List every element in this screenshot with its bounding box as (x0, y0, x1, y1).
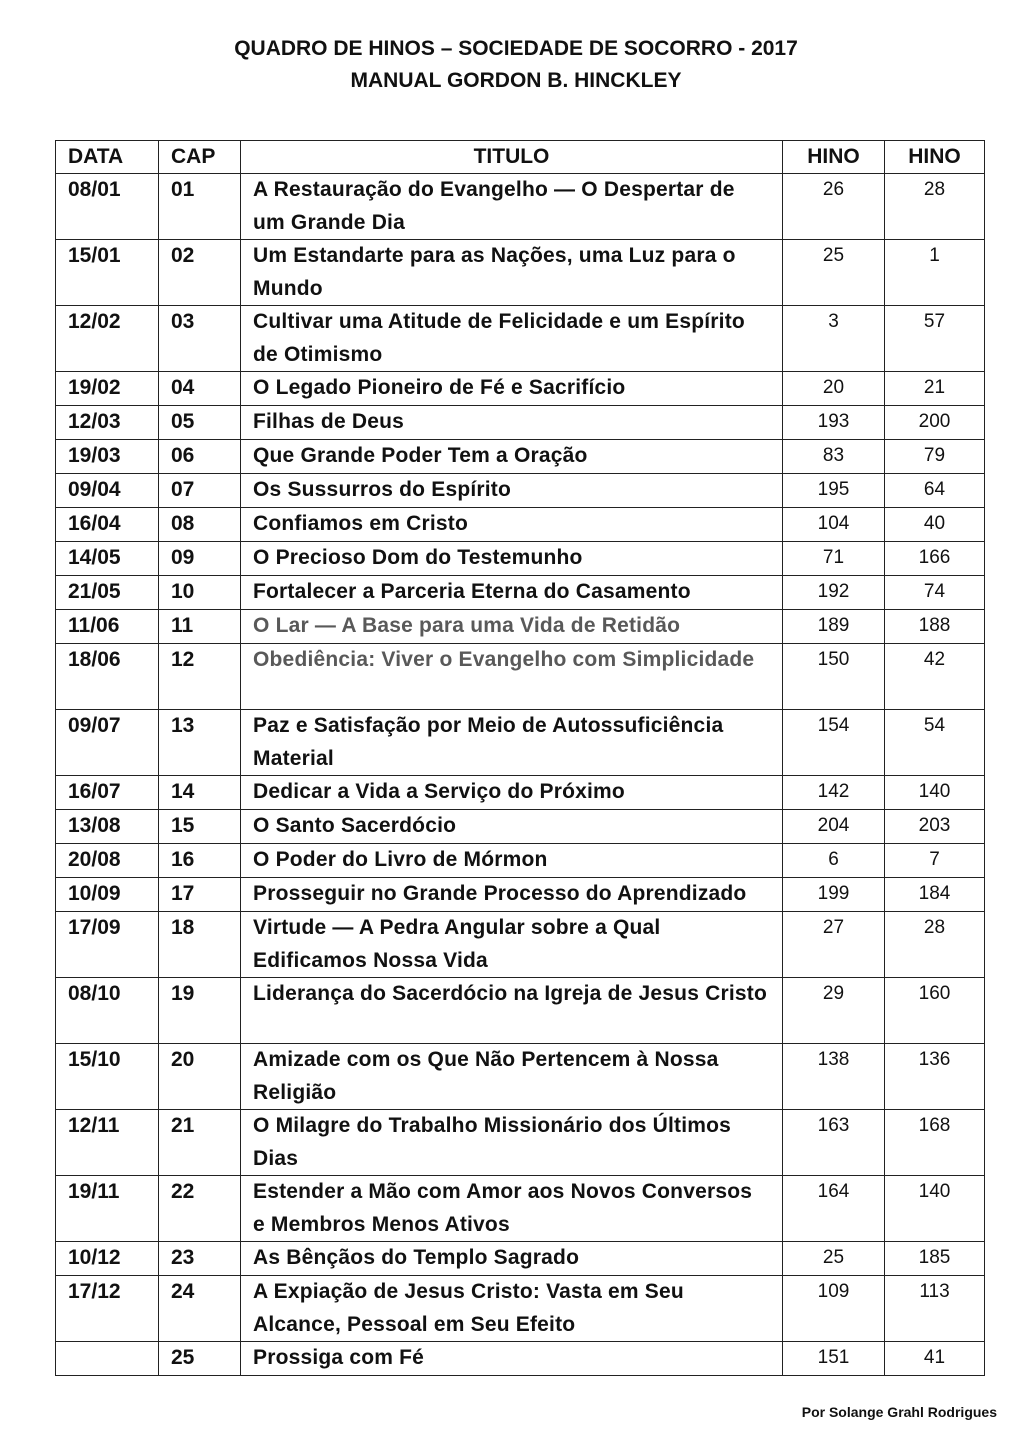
hino-2-cell: 136 (885, 1044, 985, 1110)
title-cell: Os Sussurros do Espírito (241, 474, 783, 508)
hino-2-cell: 1 (885, 240, 985, 306)
chapter-cell: 24 (159, 1276, 241, 1342)
table-row (56, 474, 985, 508)
date-cell: 12/03 (56, 406, 159, 440)
table-row (56, 810, 985, 844)
document-title: QUADRO DE HINOS – SOCIEDADE DE SOCORRO - 2017 (234, 37, 798, 60)
chapter-cell: 14 (159, 776, 241, 810)
chapter-cell: 03 (159, 306, 241, 372)
title-cell: O Santo Sacerdócio (241, 810, 783, 844)
title-cell: Amizade com os Que Não Pertencem à Nossa Religião (241, 1044, 783, 1110)
table-row (56, 878, 985, 912)
hino-1-cell: 71 (783, 542, 885, 576)
date-cell: 12/11 (56, 1110, 159, 1176)
date-cell (56, 1342, 159, 1376)
date-cell: 12/02 (56, 306, 159, 372)
title-cell: Cultivar uma Atitude de Felicidade e um Espírito de Otimismo (241, 306, 783, 372)
chapter-cell: 19 (159, 978, 241, 1044)
hino-1-cell: 195 (783, 474, 885, 508)
chapter-cell: 12 (159, 644, 241, 710)
hino-1-cell: 199 (783, 878, 885, 912)
title-cell: Um Estandarte para as Nações, uma Luz para o Mundo (241, 240, 783, 306)
table-row (56, 576, 985, 610)
hino-2-cell: 200 (885, 406, 985, 440)
hino-2-cell: 188 (885, 610, 985, 644)
chapter-cell: 06 (159, 440, 241, 474)
date-cell: 16/04 (56, 508, 159, 542)
date-cell: 19/11 (56, 1176, 159, 1242)
hino-1-cell: 193 (783, 406, 885, 440)
title-cell: A Restauração do Evangelho — O Despertar de um Grande Dia (241, 174, 783, 240)
hino-1-cell: 164 (783, 1176, 885, 1242)
hino-2-cell: 166 (885, 542, 985, 576)
hino-1-cell: 83 (783, 440, 885, 474)
title-cell: Dedicar a Vida a Serviço do Próximo (241, 776, 783, 810)
chapter-cell: 17 (159, 878, 241, 912)
hino-1-cell: 20 (783, 372, 885, 406)
chapter-cell: 21 (159, 1110, 241, 1176)
hino-1-cell: 150 (783, 644, 885, 710)
hino-1-cell: 151 (783, 1342, 885, 1376)
date-cell: 09/07 (56, 710, 159, 776)
title-cell: Fortalecer a Parceria Eterna do Casamento (241, 576, 783, 610)
title-cell: Estender a Mão com Amor aos Novos Conversos e Membros Menos Ativos (241, 1176, 783, 1242)
table-row (56, 776, 985, 810)
title-cell: Filhas de Deus (241, 406, 783, 440)
author-credit: Por Solange Grahl Rodrigues (801, 1404, 997, 1420)
table-header-row (56, 141, 985, 174)
date-cell: 15/01 (56, 240, 159, 306)
hino-1-cell: 29 (783, 978, 885, 1044)
column-header-cap: CAP (159, 141, 241, 174)
date-cell: 15/10 (56, 1044, 159, 1110)
table-row (56, 174, 985, 240)
chapter-cell: 22 (159, 1176, 241, 1242)
chapter-cell: 09 (159, 542, 241, 576)
hino-2-cell: 57 (885, 306, 985, 372)
table-row (56, 240, 985, 306)
chapter-cell: 10 (159, 576, 241, 610)
table-row (56, 508, 985, 542)
title-cell: Prossiga com Fé (241, 1342, 783, 1376)
chapter-cell: 08 (159, 508, 241, 542)
table-row (56, 1342, 985, 1376)
hino-1-cell: 142 (783, 776, 885, 810)
table-row (56, 610, 985, 644)
date-cell: 21/05 (56, 576, 159, 610)
date-cell: 17/09 (56, 912, 159, 978)
date-cell: 13/08 (56, 810, 159, 844)
table-row (56, 978, 985, 1044)
table-row (56, 1276, 985, 1342)
title-cell: O Milagre do Trabalho Missionário dos Últimos Dias (241, 1110, 783, 1176)
hino-2-cell: 40 (885, 508, 985, 542)
title-cell: O Lar — A Base para uma Vida de Retidão (241, 610, 783, 644)
table-row (56, 542, 985, 576)
table-row (56, 912, 985, 978)
hino-1-cell: 109 (783, 1276, 885, 1342)
table-row (56, 1044, 985, 1110)
title-cell: O Legado Pioneiro de Fé e Sacrifício (241, 372, 783, 406)
hino-1-cell: 26 (783, 174, 885, 240)
date-cell: 09/04 (56, 474, 159, 508)
column-header-title: TITULO (241, 141, 783, 174)
hino-2-cell: 140 (885, 1176, 985, 1242)
hino-2-cell: 74 (885, 576, 985, 610)
hino-2-cell: 28 (885, 912, 985, 978)
title-cell: Prosseguir no Grande Processo do Aprendizado (241, 878, 783, 912)
table-row (56, 1176, 985, 1242)
hino-2-cell: 185 (885, 1242, 985, 1276)
chapter-cell: 25 (159, 1342, 241, 1376)
table-row (56, 440, 985, 474)
table-row (56, 644, 985, 710)
title-cell: A Expiação de Jesus Cristo: Vasta em Seu Alcance, Pessoal em Seu Efeito (241, 1276, 783, 1342)
title-cell: O Poder do Livro de Mórmon (241, 844, 783, 878)
chapter-cell: 23 (159, 1242, 241, 1276)
chapter-cell: 20 (159, 1044, 241, 1110)
hino-2-cell: 21 (885, 372, 985, 406)
chapter-cell: 16 (159, 844, 241, 878)
hino-1-cell: 104 (783, 508, 885, 542)
hino-2-cell: 79 (885, 440, 985, 474)
table-row (56, 306, 985, 372)
chapter-cell: 13 (159, 710, 241, 776)
title-cell: Virtude — A Pedra Angular sobre a Qual Edificamos Nossa Vida (241, 912, 783, 978)
chapter-cell: 18 (159, 912, 241, 978)
date-cell: 18/06 (56, 644, 159, 710)
table-row (56, 372, 985, 406)
hino-1-cell: 189 (783, 610, 885, 644)
document-subtitle: MANUAL GORDON B. HINCKLEY (350, 69, 682, 92)
table-row (56, 406, 985, 440)
date-cell: 16/07 (56, 776, 159, 810)
hino-1-cell: 138 (783, 1044, 885, 1110)
date-cell: 08/01 (56, 174, 159, 240)
hino-2-cell: 7 (885, 844, 985, 878)
hino-1-cell: 192 (783, 576, 885, 610)
date-cell: 08/10 (56, 978, 159, 1044)
hino-1-cell: 6 (783, 844, 885, 878)
title-cell: Obediência: Viver o Evangelho com Simplicidade (241, 644, 783, 710)
chapter-cell: 04 (159, 372, 241, 406)
column-header-date: DATA (56, 141, 159, 174)
column-header-hino-2: HINO (885, 141, 985, 174)
chapter-cell: 01 (159, 174, 241, 240)
date-cell: 14/05 (56, 542, 159, 576)
table-row (56, 1242, 985, 1276)
hymns-table (55, 140, 985, 1376)
title-cell: Confiamos em Cristo (241, 508, 783, 542)
hino-1-cell: 25 (783, 1242, 885, 1276)
table-row (56, 710, 985, 776)
hino-2-cell: 168 (885, 1110, 985, 1176)
table-row (56, 844, 985, 878)
column-header-hino-1: HINO (783, 141, 885, 174)
hino-2-cell: 113 (885, 1276, 985, 1342)
hino-2-cell: 184 (885, 878, 985, 912)
title-cell: Liderança do Sacerdócio na Igreja de Jesus Cristo (241, 978, 783, 1044)
hino-2-cell: 160 (885, 978, 985, 1044)
chapter-cell: 07 (159, 474, 241, 508)
date-cell: 17/12 (56, 1276, 159, 1342)
chapter-cell: 15 (159, 810, 241, 844)
chapter-cell: 11 (159, 610, 241, 644)
chapter-cell: 02 (159, 240, 241, 306)
table-row (56, 1110, 985, 1176)
hino-1-cell: 25 (783, 240, 885, 306)
hino-2-cell: 203 (885, 810, 985, 844)
title-cell: O Precioso Dom do Testemunho (241, 542, 783, 576)
title-cell: As Bênçãos do Templo Sagrado (241, 1242, 783, 1276)
hino-1-cell: 3 (783, 306, 885, 372)
hino-1-cell: 154 (783, 710, 885, 776)
title-cell: Que Grande Poder Tem a Oração (241, 440, 783, 474)
hino-2-cell: 42 (885, 644, 985, 710)
date-cell: 19/03 (56, 440, 159, 474)
title-cell: Paz e Satisfação por Meio de Autossuficiência Material (241, 710, 783, 776)
date-cell: 10/09 (56, 878, 159, 912)
date-cell: 10/12 (56, 1242, 159, 1276)
hino-2-cell: 140 (885, 776, 985, 810)
hino-2-cell: 41 (885, 1342, 985, 1376)
hino-2-cell: 28 (885, 174, 985, 240)
date-cell: 20/08 (56, 844, 159, 878)
hino-1-cell: 163 (783, 1110, 885, 1176)
hino-2-cell: 54 (885, 710, 985, 776)
hino-1-cell: 27 (783, 912, 885, 978)
date-cell: 11/06 (56, 610, 159, 644)
hino-2-cell: 64 (885, 474, 985, 508)
hino-1-cell: 204 (783, 810, 885, 844)
date-cell: 19/02 (56, 372, 159, 406)
chapter-cell: 05 (159, 406, 241, 440)
